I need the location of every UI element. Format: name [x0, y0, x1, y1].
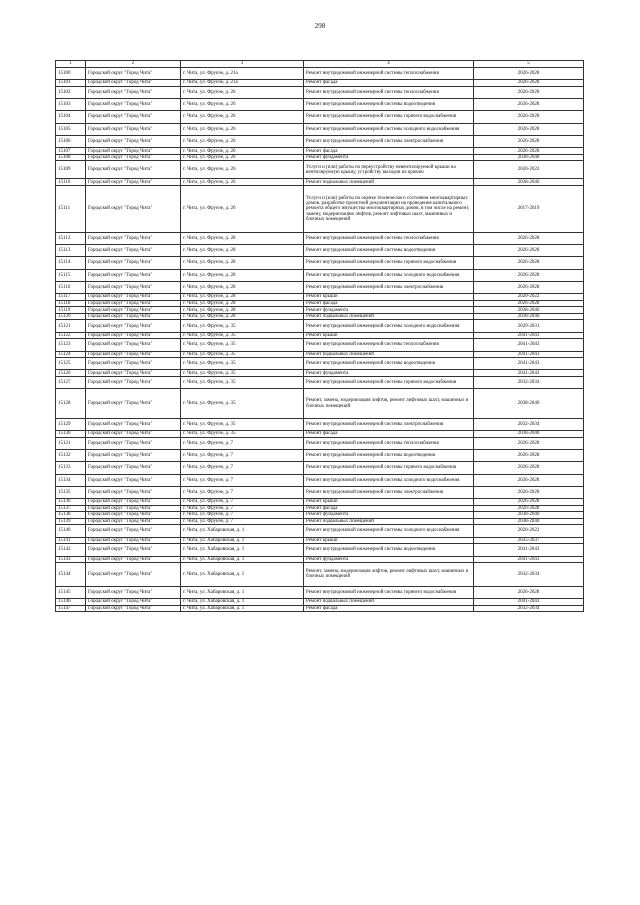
row-number-cell: 15100 [56, 68, 86, 80]
row-number-cell: 15118 [56, 300, 86, 307]
address-cell: г. Чита, ул. Хабаровская, д. 1 [181, 525, 304, 537]
address-cell: г. Чита, ул. Фрунзе, д. 26 [181, 111, 304, 123]
period-cell: 2026-2028 [474, 462, 584, 474]
address-cell: г. Чита, ул. Фрунзе, д. 35 [181, 332, 304, 339]
work-type-cell: Ремонт внутридомовой инженерной системы водоотведения [304, 544, 474, 556]
address-cell: г. Чита, ул. Фрунзе, д. 26 [181, 161, 304, 179]
page-number: 298 [314, 22, 326, 30]
municipality-cell: Городской округ "Город Чита" [86, 80, 181, 87]
row-number-cell: 15140 [56, 525, 86, 537]
work-type-cell: Ремонт внутридомовой инженерной системы горячего водоснабжения [304, 462, 474, 474]
address-cell: г. Чита, ул. Фрунзе, д. 7 [181, 512, 304, 519]
address-cell: г. Чита, ул. Фрунзе, д. 35 [181, 339, 304, 351]
period-cell: 2032-2034 [474, 418, 584, 430]
work-type-cell: Ремонт внутридомовой инженерной системы горячего водоснабжения [304, 111, 474, 123]
municipality-cell: Городской округ "Город Чита" [86, 320, 181, 332]
row-number-cell: 15147 [56, 605, 86, 612]
work-type-cell: Ремонт подвальных помещений [304, 351, 474, 358]
work-type-cell: Ремонт внутридомовой инженерной системы электроснабжения [304, 282, 474, 294]
work-type-cell: Ремонт внутридомовой инженерной системы водоотведения [304, 358, 474, 370]
address-cell: г. Чита, ул. Хабаровская, д. 1 [181, 599, 304, 606]
municipality-cell: Городской округ "Город Чита" [86, 537, 181, 544]
work-type-cell: Ремонт крыши [304, 294, 474, 301]
municipality-cell: Городской округ "Город Чита" [86, 186, 181, 233]
row-number-cell: 15115 [56, 269, 86, 281]
period-cell: 2026-2028 [474, 505, 584, 512]
table-row [56, 245, 584, 257]
work-type-cell: Ремонт фасада [304, 431, 474, 438]
municipality-cell: Городской округ "Город Чита" [86, 245, 181, 257]
period-cell: 2020-2022 [474, 525, 584, 537]
table-row [56, 269, 584, 281]
row-number-cell: 15137 [56, 505, 86, 512]
period-cell: 2026-2028 [474, 499, 584, 506]
row-number-cell: 15110 [56, 179, 86, 186]
address-cell: г. Чита, ул. Фрунзе, д. 26 [181, 136, 304, 148]
municipality-cell: Городской округ "Город Чита" [86, 86, 181, 98]
period-cell: 2041-2043 [474, 544, 584, 556]
period-cell: 2038-2040 [474, 179, 584, 186]
address-cell: г. Чита, ул. Хабаровская, д. 1 [181, 544, 304, 556]
municipality-cell: Городской округ "Город Чита" [86, 282, 181, 294]
period-cell: 2026-2028 [474, 257, 584, 269]
address-cell: г. Чита, ул. Фрунзе, д. 28 [181, 307, 304, 314]
work-type-cell: Ремонт фасада [304, 80, 474, 87]
address-cell: г. Чита, ул. Фрунзе, д. 28 [181, 313, 304, 320]
row-number-cell: 15141 [56, 537, 86, 544]
work-type-cell: Ремонт внутридомовой инженерной системы водоотведения [304, 450, 474, 462]
municipality-cell: Городской округ "Город Чита" [86, 556, 181, 563]
work-type-cell: Ремонт фасада [304, 605, 474, 612]
row-number-cell: 15124 [56, 351, 86, 358]
table-row [56, 544, 584, 556]
address-cell: г. Чита, ул. Фрунзе, д. 7 [181, 437, 304, 449]
address-cell: г. Чита, ул. Фрунзе, д. 7 [181, 450, 304, 462]
municipality-cell: Городской округ "Город Чита" [86, 294, 181, 301]
address-cell: г. Чита, ул. Хабаровская, д. 1 [181, 586, 304, 598]
work-type-cell: Ремонт внутридомовой инженерной системы теплоснабжения [304, 232, 474, 244]
address-cell: г. Чита, ул. Фрунзе, д. 28 [181, 269, 304, 281]
period-cell: 2032-2034 [474, 377, 584, 389]
row-number-cell: 15119 [56, 307, 86, 314]
municipality-cell: Городской округ "Город Чита" [86, 148, 181, 155]
work-type-cell: Ремонт внутридомовой инженерной системы холодного водоснабжения [304, 123, 474, 135]
work-type-cell: Ремонт внутридомовой инженерной системы холодного водоснабжения [304, 525, 474, 537]
work-type-cell: Ремонт внутридомовой инженерной системы горячего водоснабжения [304, 586, 474, 598]
period-cell: 2038-2040 [474, 518, 584, 525]
work-type-cell: Ремонт внутридомовой инженерной системы теплоснабжения [304, 339, 474, 351]
period-cell: 2032-2034 [474, 605, 584, 612]
row-number-cell: 15121 [56, 320, 86, 332]
row-number-cell: 15120 [56, 313, 86, 320]
work-type-cell: Ремонт фасада [304, 300, 474, 307]
municipality-cell: Городской округ "Город Чита" [86, 154, 181, 161]
period-cell: 2026-2028 [474, 148, 584, 155]
work-type-cell: Ремонт внутридомовой инженерной системы горячего водоснабжения [304, 257, 474, 269]
period-cell: 2026-2028 [474, 99, 584, 111]
table-row [56, 437, 584, 449]
work-type-cell: Ремонт внутридомовой инженерной системы холодного водоснабжения [304, 320, 474, 332]
municipality-cell: Городской округ "Город Чита" [86, 518, 181, 525]
municipality-cell: Городской округ "Город Чита" [86, 499, 181, 506]
period-cell: 2026-2028 [474, 282, 584, 294]
row-number-cell: 15135 [56, 486, 86, 498]
row-number-cell: 15136 [56, 499, 86, 506]
work-type-cell: Услуги и (или) работы по оценке технического состояния многоквартирных домов, разработке проектной документации на проведение капитального ремонта общего имущества многоквартирных домов, в том числе на ремонт, замену, модернизацию лифтов, ремонт лифтовых шахт, машинных и блочных помещений [304, 186, 474, 233]
row-number-cell: 15102 [56, 86, 86, 98]
table-row [56, 136, 584, 148]
table-row [56, 450, 584, 462]
row-number-cell: 15108 [56, 154, 86, 161]
table-row [56, 186, 584, 233]
table-row [56, 99, 584, 111]
table-row [56, 161, 584, 179]
municipality-cell: Городской округ "Город Чита" [86, 450, 181, 462]
municipality-cell: Городской округ "Город Чита" [86, 599, 181, 606]
address-cell: г. Чита, ул. Фрунзе, д. 26 [181, 99, 304, 111]
municipality-cell: Городской округ "Город Чита" [86, 512, 181, 519]
row-number-cell: 15144 [56, 563, 86, 587]
period-cell: 2035-2037 [474, 537, 584, 544]
period-cell: 2026-2028 [474, 111, 584, 123]
work-type-cell: Ремонт внутридомовой инженерной системы теплоснабжения [304, 437, 474, 449]
address-cell: г. Чита, ул. Фрунзе, д. 35 [181, 377, 304, 389]
municipality-cell: Городской округ "Город Чита" [86, 332, 181, 339]
address-cell: г. Чита, ул. Фрунзе, д. 28 [181, 245, 304, 257]
row-number-cell: 15132 [56, 450, 86, 462]
row-number-cell: 15139 [56, 518, 86, 525]
table-row [56, 605, 584, 612]
period-cell: 2026-2028 [474, 136, 584, 148]
address-cell: г. Чита, ул. Фрунзе, д. 26 [181, 123, 304, 135]
row-number-cell: 15129 [56, 418, 86, 430]
work-type-cell: Ремонт внутридомовой инженерной системы холодного водоснабжения [304, 269, 474, 281]
address-cell: г. Чита, ул. Фрунзе, д. 26 [181, 179, 304, 186]
address-cell: г. Чита, ул. Фрунзе, д. 35 [181, 418, 304, 430]
period-cell: 2041-2043 [474, 370, 584, 377]
address-cell: г. Чита, ул. Фрунзе, д. 28 [181, 257, 304, 269]
work-type-cell: Ремонт внутридомовой инженерной системы водоотведения [304, 99, 474, 111]
table-row [56, 563, 584, 587]
address-cell: г. Чита, ул. Фрунзе, д. 21а [181, 80, 304, 87]
municipality-cell: Городской округ "Город Чита" [86, 462, 181, 474]
municipality-cell: Городской округ "Город Чита" [86, 505, 181, 512]
row-number-cell: 15128 [56, 389, 86, 419]
address-cell: г. Чита, ул. Фрунзе, д. 28 [181, 282, 304, 294]
municipality-cell: Городской округ "Город Чита" [86, 257, 181, 269]
municipality-cell: Городской округ "Город Чита" [86, 474, 181, 486]
address-cell: г. Чита, ул. Фрунзе, д. 35 [181, 431, 304, 438]
address-cell: г. Чита, ул. Фрунзе, д. 26 [181, 186, 304, 233]
municipality-cell: Городской округ "Город Чита" [86, 68, 181, 80]
work-type-cell: Ремонт подвальных помещений [304, 518, 474, 525]
work-type-cell: Ремонт крыши [304, 537, 474, 544]
row-number-cell: 15130 [56, 431, 86, 438]
table-row [56, 586, 584, 598]
work-type-cell: Ремонт внутридомовой инженерной системы горячего водоснабжения [304, 377, 474, 389]
row-number-cell: 15125 [56, 358, 86, 370]
period-cell: 2026-2028 [474, 474, 584, 486]
work-type-cell: Ремонт фасада [304, 148, 474, 155]
work-type-cell: Ремонт фундамента [304, 512, 474, 519]
period-cell: 2020-2022 [474, 161, 584, 179]
period-cell: 2041-2043 [474, 556, 584, 563]
table-row [56, 377, 584, 389]
period-cell: 2026-2028 [474, 80, 584, 87]
repair-schedule-table [55, 60, 584, 612]
row-number-cell: 15142 [56, 544, 86, 556]
period-cell: 2038-2040 [474, 154, 584, 161]
municipality-cell: Городской округ "Город Чита" [86, 232, 181, 244]
municipality-cell: Городской округ "Город Чита" [86, 136, 181, 148]
period-cell: 2038-2040 [474, 512, 584, 519]
address-cell: г. Чита, ул. Хабаровская, д. 1 [181, 556, 304, 563]
period-cell: 2038-2040 [474, 389, 584, 419]
municipality-cell: Городской округ "Город Чита" [86, 99, 181, 111]
period-cell: 2041-2043 [474, 358, 584, 370]
row-number-cell: 15107 [56, 148, 86, 155]
column-number-row [56, 61, 584, 68]
period-cell: 2017-2019 [474, 186, 584, 233]
period-cell: 2026-2028 [474, 586, 584, 598]
table-row [56, 123, 584, 135]
row-number-cell: 15109 [56, 161, 86, 179]
address-cell: г. Чита, ул. Фрунзе, д. 26 [181, 148, 304, 155]
table-row [56, 232, 584, 244]
period-cell: 2038-2040 [474, 431, 584, 438]
address-cell: г. Чита, ул. Фрунзе, д. 21а [181, 68, 304, 80]
row-number-cell: 15112 [56, 232, 86, 244]
row-number-cell: 15101 [56, 80, 86, 87]
table-row [56, 111, 584, 123]
period-cell: 2041-2043 [474, 599, 584, 606]
period-cell: 2041-2043 [474, 351, 584, 358]
municipality-cell: Городской округ "Город Чита" [86, 161, 181, 179]
work-type-cell: Ремонт подвальных помещений [304, 179, 474, 186]
work-type-cell: Ремонт внутридомовой инженерной системы электроснабжения [304, 418, 474, 430]
table-row [56, 257, 584, 269]
municipality-cell: Городской округ "Город Чита" [86, 300, 181, 307]
table-row [56, 282, 584, 294]
address-cell: г. Чита, ул. Фрунзе, д. 28 [181, 294, 304, 301]
address-cell: г. Чита, ул. Фрунзе, д. 35 [181, 370, 304, 377]
address-cell: г. Чита, ул. Фрунзе, д. 26 [181, 86, 304, 98]
municipality-cell: Городской округ "Город Чита" [86, 123, 181, 135]
table-row [56, 358, 584, 370]
period-cell: 2026-2028 [474, 450, 584, 462]
municipality-cell: Городской округ "Город Чита" [86, 431, 181, 438]
address-cell: г. Чита, ул. Фрунзе, д. 7 [181, 518, 304, 525]
work-type-cell: Услуги и (или) работы по переустройству невентилируемой крыши на вентилируемую крышу, устройству выходов на кровлю [304, 161, 474, 179]
work-type-cell: Ремонт фундамента [304, 370, 474, 377]
column-number-header: 3 [181, 61, 304, 68]
row-number-cell: 15114 [56, 257, 86, 269]
row-number-cell: 15126 [56, 370, 86, 377]
period-cell: 2020-2022 [474, 294, 584, 301]
municipality-cell: Городской округ "Город Чита" [86, 307, 181, 314]
municipality-cell: Городской округ "Город Чита" [86, 389, 181, 419]
municipality-cell: Городской округ "Город Чита" [86, 486, 181, 498]
row-number-cell: 15133 [56, 462, 86, 474]
column-number-header: 1 [56, 61, 86, 68]
row-number-cell: 15116 [56, 282, 86, 294]
address-cell: г. Чита, ул. Фрунзе, д. 35 [181, 358, 304, 370]
row-number-cell: 15117 [56, 294, 86, 301]
period-cell: 2026-2028 [474, 486, 584, 498]
row-number-cell: 15127 [56, 377, 86, 389]
row-number-cell: 15122 [56, 332, 86, 339]
row-number-cell: 15104 [56, 111, 86, 123]
municipality-cell: Городской округ "Город Чита" [86, 586, 181, 598]
municipality-cell: Городской округ "Город Чита" [86, 563, 181, 587]
work-type-cell: Ремонт, замена, модернизация лифтов, ремонт лифтовых шахт, машинных и блочных помещений [304, 389, 474, 419]
period-cell: 2026-2028 [474, 86, 584, 98]
address-cell: г. Чита, ул. Фрунзе, д. 28 [181, 300, 304, 307]
work-type-cell: Ремонт внутридомовой инженерной системы водоотведения [304, 245, 474, 257]
row-number-cell: 15146 [56, 599, 86, 606]
row-number-cell: 15103 [56, 99, 86, 111]
address-cell: г. Чита, ул. Фрунзе, д. 26 [181, 154, 304, 161]
period-cell: 2041-2043 [474, 332, 584, 339]
address-cell: г. Чита, ул. Фрунзе, д. 35 [181, 351, 304, 358]
municipality-cell: Городской округ "Город Чита" [86, 269, 181, 281]
column-number-header: 5 [474, 61, 584, 68]
column-number-header: 4 [304, 61, 474, 68]
work-type-cell: Ремонт внутридомовой инженерной системы теплоснабжения [304, 86, 474, 98]
period-cell: 2032-2034 [474, 563, 584, 587]
table-row [56, 418, 584, 430]
row-number-cell: 15134 [56, 474, 86, 486]
period-cell: 2038-2040 [474, 313, 584, 320]
municipality-cell: Городской округ "Город Чита" [86, 418, 181, 430]
period-cell: 2026-2028 [474, 245, 584, 257]
work-type-cell: Ремонт фасада [304, 505, 474, 512]
period-cell: 2026-2028 [474, 68, 584, 80]
work-type-cell: Ремонт внутридомовой инженерной системы электроснабжения [304, 136, 474, 148]
work-type-cell: Ремонт, замена, модернизация лифтов, ремонт лифтовых шахт, машинных и блочных помещений [304, 563, 474, 587]
table-row [56, 525, 584, 537]
row-number-cell: 15145 [56, 586, 86, 598]
row-number-cell: 15106 [56, 136, 86, 148]
period-cell: 2026-2028 [474, 300, 584, 307]
table-body [56, 68, 584, 612]
table-row [56, 474, 584, 486]
address-cell: г. Чита, ул. Фрунзе, д. 7 [181, 474, 304, 486]
work-type-cell: Ремонт фундамента [304, 556, 474, 563]
address-cell: г. Чита, ул. Хабаровская, д. 1 [181, 563, 304, 587]
municipality-cell: Городской округ "Город Чита" [86, 370, 181, 377]
municipality-cell: Городской округ "Город Чита" [86, 111, 181, 123]
address-cell: г. Чита, ул. Фрунзе, д. 7 [181, 486, 304, 498]
row-number-cell: 15105 [56, 123, 86, 135]
row-number-cell: 15113 [56, 245, 86, 257]
work-type-cell: Ремонт внутридомовой инженерной системы холодного водоснабжения [304, 474, 474, 486]
address-cell: г. Чита, ул. Хабаровская, д. 1 [181, 605, 304, 612]
table-row [56, 462, 584, 474]
work-type-cell: Ремонт фундамента [304, 307, 474, 314]
table-row [56, 486, 584, 498]
address-cell: г. Чита, ул. Фрунзе, д. 7 [181, 499, 304, 506]
row-number-cell: 15138 [56, 512, 86, 519]
municipality-cell: Городской округ "Город Чита" [86, 377, 181, 389]
address-cell: г. Чита, ул. Хабаровская, д. 1 [181, 537, 304, 544]
municipality-cell: Городской округ "Город Чита" [86, 313, 181, 320]
work-type-cell: Ремонт крыши [304, 499, 474, 506]
municipality-cell: Городской округ "Город Чита" [86, 437, 181, 449]
period-cell: 2029-2031 [474, 320, 584, 332]
address-cell: г. Чита, ул. Фрунзе, д. 35 [181, 389, 304, 419]
municipality-cell: Городской округ "Город Чита" [86, 351, 181, 358]
row-number-cell: 15131 [56, 437, 86, 449]
municipality-cell: Городской округ "Город Чита" [86, 525, 181, 537]
work-type-cell: Ремонт подвальных помещений [304, 599, 474, 606]
table-row [56, 320, 584, 332]
municipality-cell: Городской округ "Город Чита" [86, 358, 181, 370]
municipality-cell: Городской округ "Город Чита" [86, 179, 181, 186]
period-cell: 2026-2028 [474, 437, 584, 449]
work-type-cell: Ремонт внутридомовой инженерной системы электроснабжения [304, 486, 474, 498]
period-cell: 2026-2028 [474, 269, 584, 281]
address-cell: г. Чита, ул. Фрунзе, д. 35 [181, 320, 304, 332]
work-type-cell: Ремонт крыши [304, 332, 474, 339]
column-number-header: 2 [86, 61, 181, 68]
table-row [56, 68, 584, 80]
work-type-cell: Ремонт внутридомовой инженерной системы теплоснабжения [304, 68, 474, 80]
row-number-cell: 15111 [56, 186, 86, 233]
row-number-cell: 15143 [56, 556, 86, 563]
address-cell: г. Чита, ул. Фрунзе, д. 7 [181, 462, 304, 474]
period-cell: 2026-2028 [474, 123, 584, 135]
period-cell: 2038-2040 [474, 307, 584, 314]
row-number-cell: 15123 [56, 339, 86, 351]
work-type-cell: Ремонт подвальных помещений [304, 313, 474, 320]
address-cell: г. Чита, ул. Фрунзе, д. 28 [181, 232, 304, 244]
table-row [56, 86, 584, 98]
address-cell: г. Чита, ул. Фрунзе, д. 7 [181, 505, 304, 512]
municipality-cell: Городской округ "Город Чита" [86, 339, 181, 351]
period-cell: 2026-2028 [474, 232, 584, 244]
period-cell: 2041-2043 [474, 339, 584, 351]
municipality-cell: Городской округ "Город Чита" [86, 544, 181, 556]
municipality-cell: Городской округ "Город Чита" [86, 605, 181, 612]
table-row [56, 339, 584, 351]
work-type-cell: Ремонт фундамента [304, 154, 474, 161]
table-row [56, 389, 584, 419]
